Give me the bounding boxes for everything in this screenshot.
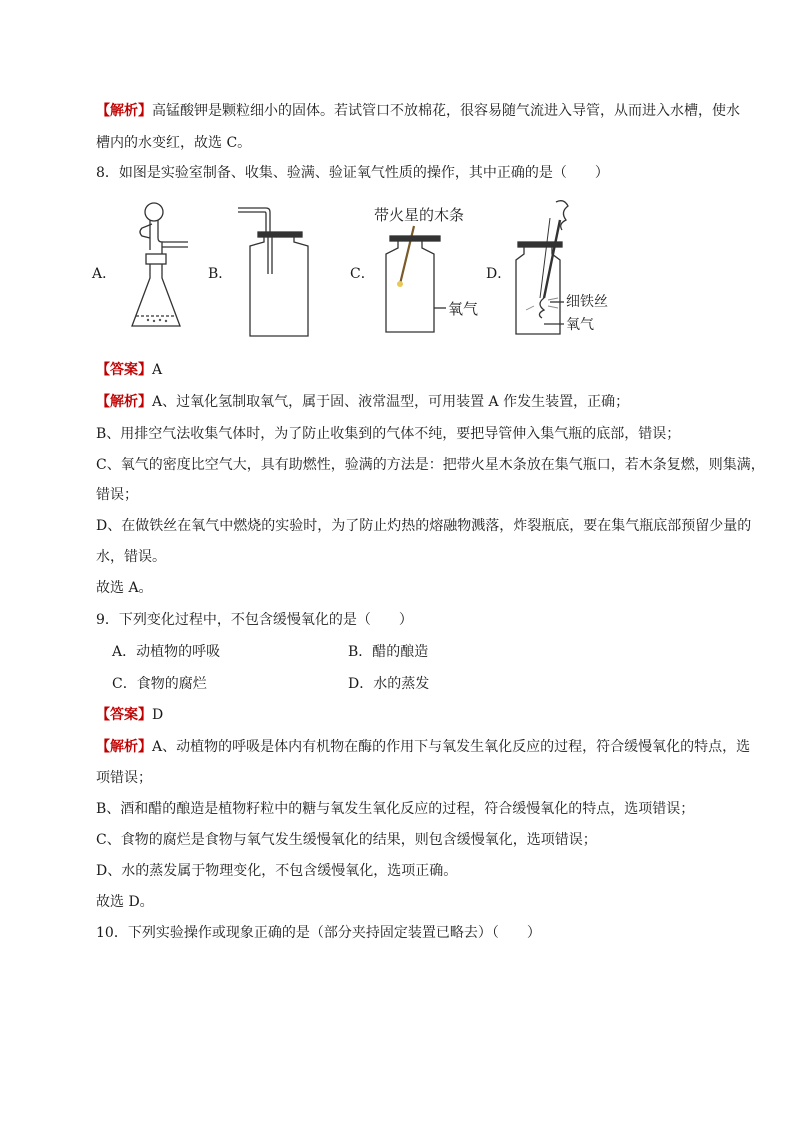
q8-figure-a-label: A． xyxy=(92,266,117,282)
q8-figure-a-flask-apparatus xyxy=(128,198,198,333)
q8-answer xyxy=(96,360,162,380)
q9-analysis-d: D、水的蒸发属于物理变化，不包含缓慢氧化，选项正确。 xyxy=(96,863,458,879)
q9-analysis-c: C、食物的腐烂是食物与氧气发生缓慢氧化的结果，则包含缓慢氧化，选项错误； xyxy=(96,832,597,848)
q9-answer-value: D xyxy=(152,707,164,723)
q9-analysis-tag: 【解析】 xyxy=(96,739,152,755)
q9-option-c: C．食物的腐烂 xyxy=(112,676,207,692)
q8-analysis-tag: 【解析】 xyxy=(96,394,152,410)
q8-figure-c-top-caption: 带火星的木条 xyxy=(374,206,465,224)
q8-analysis-a xyxy=(96,392,629,412)
q9-option-d: D．水的蒸发 xyxy=(348,676,430,692)
q8-figure-c-gas-label: 氧气 xyxy=(448,300,479,318)
q8-analysis-c2: 错误； xyxy=(96,487,138,503)
q8-figure-d-label: D． xyxy=(486,266,512,282)
q8-answer-tag: 【答案】 xyxy=(96,362,152,378)
q8-figure-d-gas-label: 氧气 xyxy=(566,317,594,333)
q10-stem: 10．下列实验操作或现象正确的是（部分夹持固定装置已略去）（ ） xyxy=(96,925,541,941)
q9-analysis-a1-text: A、动植物的呼吸是体内有机物在酶的作用下与氧发生氧化反应的过程，符合缓慢氧化的特点，选 xyxy=(152,739,751,755)
q9-conclusion: 故选 D。 xyxy=(96,894,154,910)
q9-stem: 9．下列变化过程中，不包含缓慢氧化的是（ ） xyxy=(96,612,413,628)
q9-answer xyxy=(96,705,163,725)
q8-figure-d-iron-wire-combustion xyxy=(514,198,624,340)
q7-analysis-line2: 槽内的水变红，故选 C。 xyxy=(96,135,252,151)
q8-stem: 8．如图是实验室制备、收集、验满、验证氧气性质的操作，其中正确的是（ ） xyxy=(96,165,609,181)
q8-figure-c-splint-test xyxy=(370,204,490,340)
q8-figure-b-label: B． xyxy=(208,266,233,282)
q9-analysis-a1 xyxy=(96,737,750,757)
q8-answer-value: A xyxy=(152,362,163,378)
q8-figure-c-label: C． xyxy=(350,266,375,282)
q9-analysis-a2: 项错误； xyxy=(96,770,152,786)
q7-analysis-text1: 高锰酸钾是颗粒细小的固体。若试管口不放棉花，很容易随气流进入导管，从而进入水槽，使水 xyxy=(152,103,740,119)
q8-analysis-a-text: A、过氧化氢制取氧气，属于固、液常温型，可用装置 A 作发生装置，正确； xyxy=(152,394,630,410)
q8-analysis-c1: C、氧气的密度比空气大，具有助燃性，验满的方法是：把带火星木条放在集气瓶口，若木条复燃，则集满， xyxy=(96,457,765,473)
q9-option-b: B．醋的酿造 xyxy=(348,644,429,660)
q8-figure-d-wire-label: 细铁丝 xyxy=(566,294,608,310)
q8-conclusion: 故选 A。 xyxy=(96,580,153,596)
q8-analysis-b: B、用排空气法收集气体时，为了防止收集到的气体不纯，要把导管伸入集气瓶的底部，错误； xyxy=(96,426,681,442)
q7-analysis-line1 xyxy=(96,101,740,121)
q9-answer-tag: 【答案】 xyxy=(96,707,152,723)
q9-analysis-b: B、酒和醋的酿造是植物籽粒中的糖与氧发生氧化反应的过程，符合缓慢氧化的特点，选项错误； xyxy=(96,801,695,817)
q9-option-a: A．动植物的呼吸 xyxy=(112,644,221,660)
q8-analysis-d2: 水，错误。 xyxy=(96,549,166,565)
q8-analysis-d1: D、在做铁丝在氧气中燃烧的实验时，为了防止灼热的熔融物溅落，炸裂瓶底，要在集气瓶底部预留少量的 xyxy=(96,518,752,534)
q8-figure-b-collection-bottle xyxy=(236,204,316,340)
q7-analysis-tag: 【解析】 xyxy=(96,103,152,119)
